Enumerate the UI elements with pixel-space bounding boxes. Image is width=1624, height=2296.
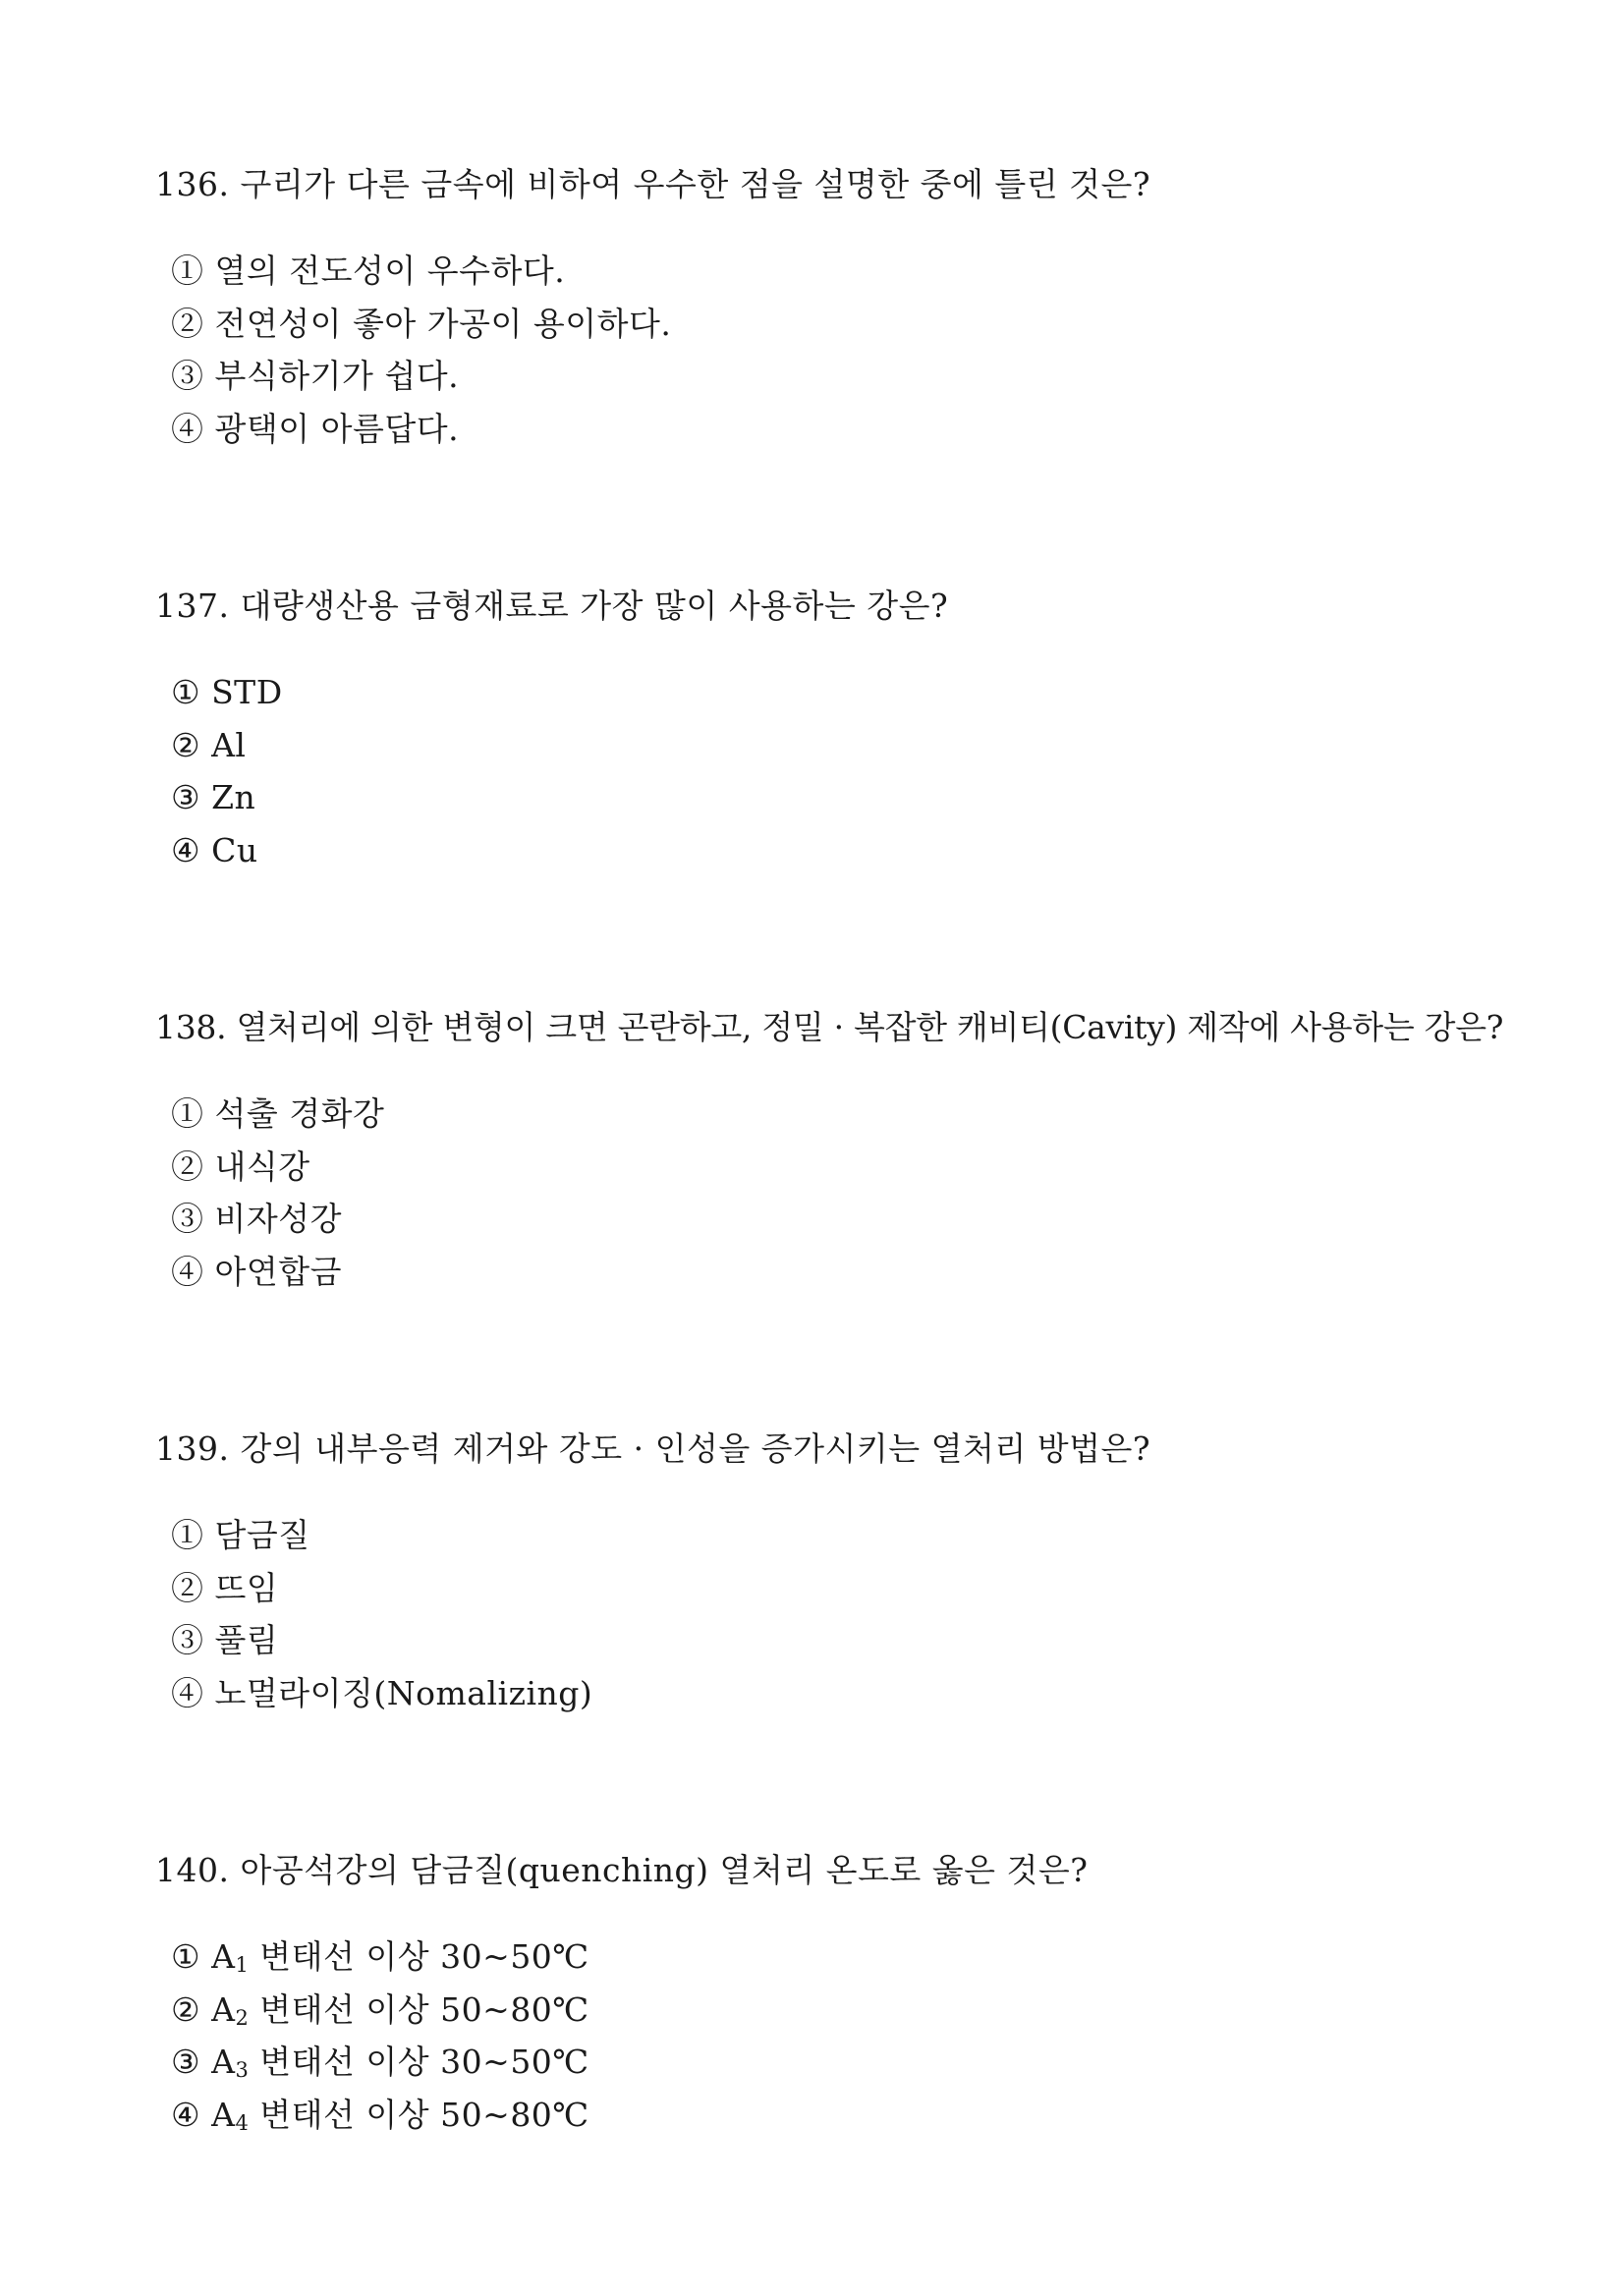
option-1: ① 석출 경화강 [171, 1094, 385, 1133]
transformation-line-symbol: A [211, 1989, 236, 2029]
option-4: ④ 아연합금 [171, 1252, 343, 1291]
option-4: ④ 노멀라이징(Nomalizing) [171, 1673, 593, 1712]
transformation-line-symbol: A [211, 1937, 236, 1976]
option-number: ① [171, 1937, 201, 1976]
option-3: ③ Zn [171, 778, 256, 816]
option-number: ④ [171, 2095, 201, 2134]
option-2 [171, 1990, 589, 2044]
transformation-line-symbol: A [211, 2043, 236, 2081]
option-number: ③ [171, 2043, 201, 2081]
subscript: 3 [235, 2058, 250, 2082]
option-list [171, 1937, 589, 2148]
option-text: 변태선 이상 50~80℃ [249, 2095, 589, 2134]
subscript: 2 [235, 2005, 250, 2030]
option-text: 변태선 이상 30~50℃ [249, 1937, 589, 1976]
option-1: ① 담금질 [171, 1516, 310, 1554]
question-title: 137. 대량생산용 금형재료로 가장 많이 사용하는 강은? [155, 587, 949, 625]
question-title: 139. 강의 내부응력 제거와 강도 · 인성을 증가시키는 열처리 방법은? [155, 1429, 1151, 1468]
subscript: 1 [235, 1953, 250, 1977]
option-4: ④ Cu [171, 830, 258, 869]
option-list [171, 1094, 384, 1305]
transformation-line-symbol: A [211, 2095, 236, 2134]
option-2: ② Al [171, 725, 247, 764]
question-139 [155, 1429, 1531, 1712]
option-3: ③ 비자성강 [171, 1200, 343, 1238]
option-2: ② 뜨임 [171, 1568, 279, 1607]
option-3 [171, 2043, 589, 2096]
option-2: ② 내식강 [171, 1147, 310, 1186]
question-136 [155, 165, 1531, 448]
option-3: ③ 풀림 [171, 1621, 279, 1659]
option-1: ① STD [171, 673, 283, 711]
option-list [171, 1516, 592, 1726]
option-1 [171, 1937, 589, 1990]
option-2: ② 전연성이 좋아 가공이 용이하다. [171, 304, 672, 343]
option-text: 변태선 이상 30~50℃ [249, 2043, 589, 2081]
question-title: 136. 구리가 다른 금속에 비하여 우수한 점을 설명한 중에 틀린 것은? [155, 165, 1151, 203]
option-3: ③ 부식하기가 쉽다. [171, 357, 460, 395]
option-text: 변태선 이상 50~80℃ [249, 1989, 589, 2029]
question-137 [155, 587, 1531, 869]
option-number: ② [171, 1989, 201, 2029]
option-1: ① 열의 전도성이 우수하다. [171, 252, 566, 290]
question-138 [155, 1008, 1531, 1291]
option-list [171, 252, 671, 462]
option-4: ④ 광택이 아름답다. [171, 409, 460, 448]
question-140 [155, 1851, 1531, 2135]
question-title: 140. 아공석강의 담금질(quenching) 열처리 온도로 옳은 것은? [155, 1851, 1089, 1889]
option-4 [171, 2096, 589, 2149]
option-list [171, 673, 283, 883]
question-title: 138. 열처리에 의한 변형이 크면 곤란하고, 정밀 · 복잡한 캐비티(Cavity) 제작에 사용하는 강은? [155, 1008, 1504, 1046]
subscript: 4 [235, 2110, 250, 2135]
